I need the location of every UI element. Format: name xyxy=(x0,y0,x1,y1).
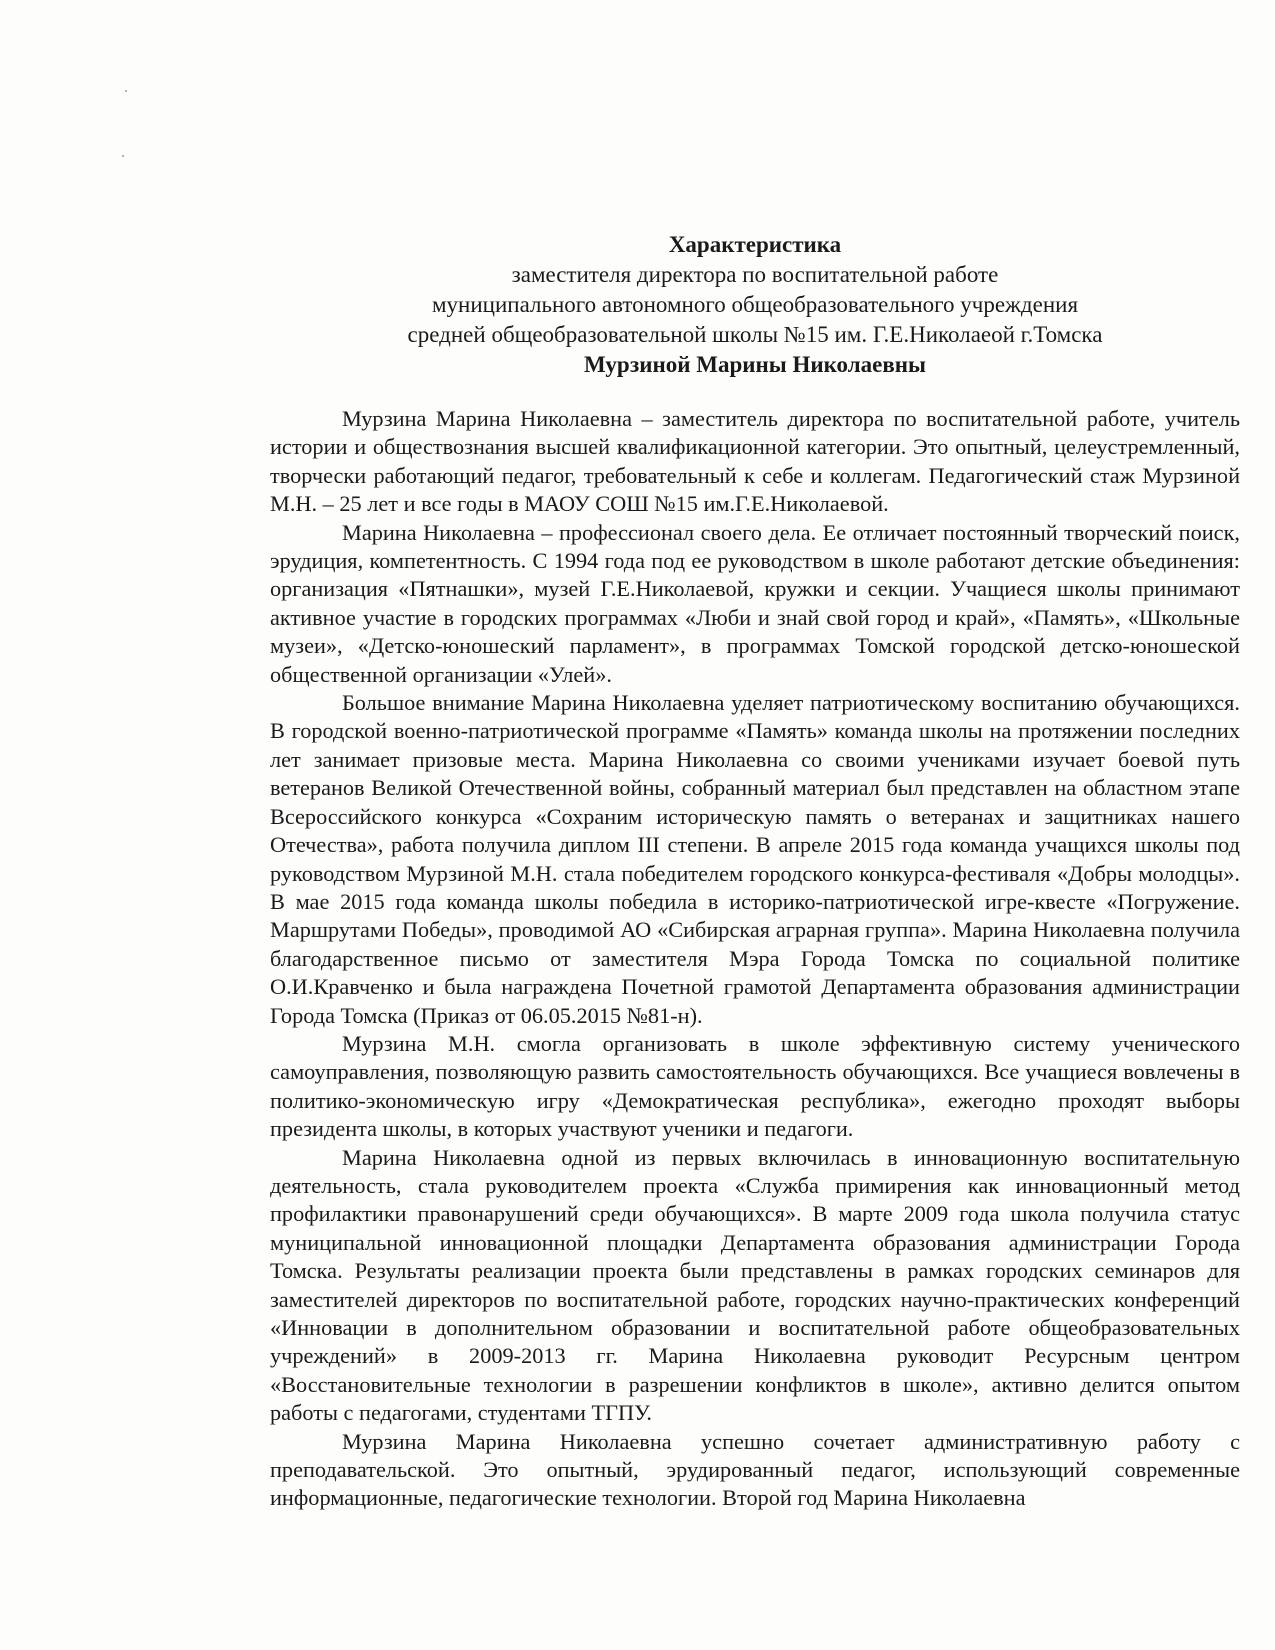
body-paragraph: Марина Николаевна одной из первых включилась в инновационную воспитательную деятельность, стала руководителем проекта «Служба примирения как инновационный метод профилактики правонарушений среди обучающихся». В марте 2009 года школа получила статус муниципальной инновационной площадки Департамента образования администрации Города Томска. Результаты реализации проекта были представлены в рамках городских семинаров для заместителей директоров по воспитательной работе, городских научно-практических конференций «Инновации в дополнительном образовании и воспитательной работе общеобразовательных учреждений» в 2009-2013 гг. Марина Николаевна руководит Ресурсным центром «Восстановительные технологии в разрешении конфликтов в школе», активно делится опытом работы с педагогами, студентами ТГПУ. xyxy=(270,1144,1240,1426)
document-body xyxy=(270,405,1240,1513)
body-paragraph: Марина Николаевна – профессионал своего дела. Ее отличает постоянный творческий поиск, эрудиция, компетентность. С 1994 года под ее руководством в школе работают детские объединения: организация «Пятнашки», музей Г.Е.Николаевой, кружки и секции. Учащиеся школы принимают активное участие в городских программах «Люби и знай свой город и край», «Память», «Школьные музеи», «Детско-юношеский парламент», в программах Томской городской детско-юношеской общественной организации «Улей». xyxy=(270,519,1240,687)
document-heading xyxy=(270,230,1240,380)
body-paragraph: Мурзина М.Н. смогла организовать в школе эффективную систему ученического самоуправления, позволяющую развить самостоятельность обучающихся. Все учащиеся вовлечены в политико-экономическую игру «Демократическая республика», ежегодно проходят выборы президента школы, в которых участвуют ученики и педагоги. xyxy=(270,1030,1240,1142)
body-paragraph: Большое внимание Марина Николаевна уделяет патриотическому воспитанию обучающихся. В городской военно-патриотической программе «Память» команда школы на протяжении последних лет занимает призовые места. Марина Николаевна со своими учениками изучает боевой путь ветеранов Великой Отечественной войны, собранный материал был представлен на областном этапе Всероссийского конкурса «Сохраним историческую память о ветеранах и защитниках нашего Отечества», работа получила диплом III степени. В апреле 2015 года команда учащихся школы под руководством Мурзиной М.Н. стала победителем городского конкурса-фестиваля «Добры молодцы». В мае 2015 года команда школы победила в историко-патриотической игре-квесте «Погружение. Маршрутами Победы», проводимой АО «Сибирская аграрная группа». Марина Николаевна получила благодарственное письмо от заместителя Мэра Города Томска по социальной политике О.И.Кравченко и была награждена Почетной грамотой Департамента образования администрации Города Томска (Приказ от 06.05.2015 №81-н). xyxy=(270,690,1240,1028)
subtitle-line: муниципального автономного общеобразовательного учреждения xyxy=(431,292,1079,317)
person-name: Мурзиной Марины Николаевны xyxy=(584,352,926,377)
subtitle-line: средней общеобразовательной школы №15 им. Г.Е.Николаеой г.Томска xyxy=(407,322,1103,347)
subtitle-line: заместителя директора по воспитательной работе xyxy=(511,262,999,287)
scan-speck xyxy=(122,155,124,157)
document-title: Характеристика xyxy=(668,232,842,257)
scan-speck xyxy=(125,90,127,92)
body-paragraph: Мурзина Марина Николаевна успешно сочетает административную работу с преподавательской. Это опытный, эрудированный педагог, использующий современные информационные, педагогические технологии. Второй год Марина Николаевна xyxy=(270,1428,1240,1511)
body-paragraph: Мурзина Марина Николаевна – заместитель директора по воспитательной работе, учитель истории и обществознания высшей квалификационной категории. Это опытный, целеустремленный, творчески работающий педагог, требовательный к себе и коллегам. Педагогический стаж Мурзиной М.Н. – 25 лет и все годы в МАОУ СОШ №15 им.Г.Е.Николаевой. xyxy=(270,406,1240,517)
